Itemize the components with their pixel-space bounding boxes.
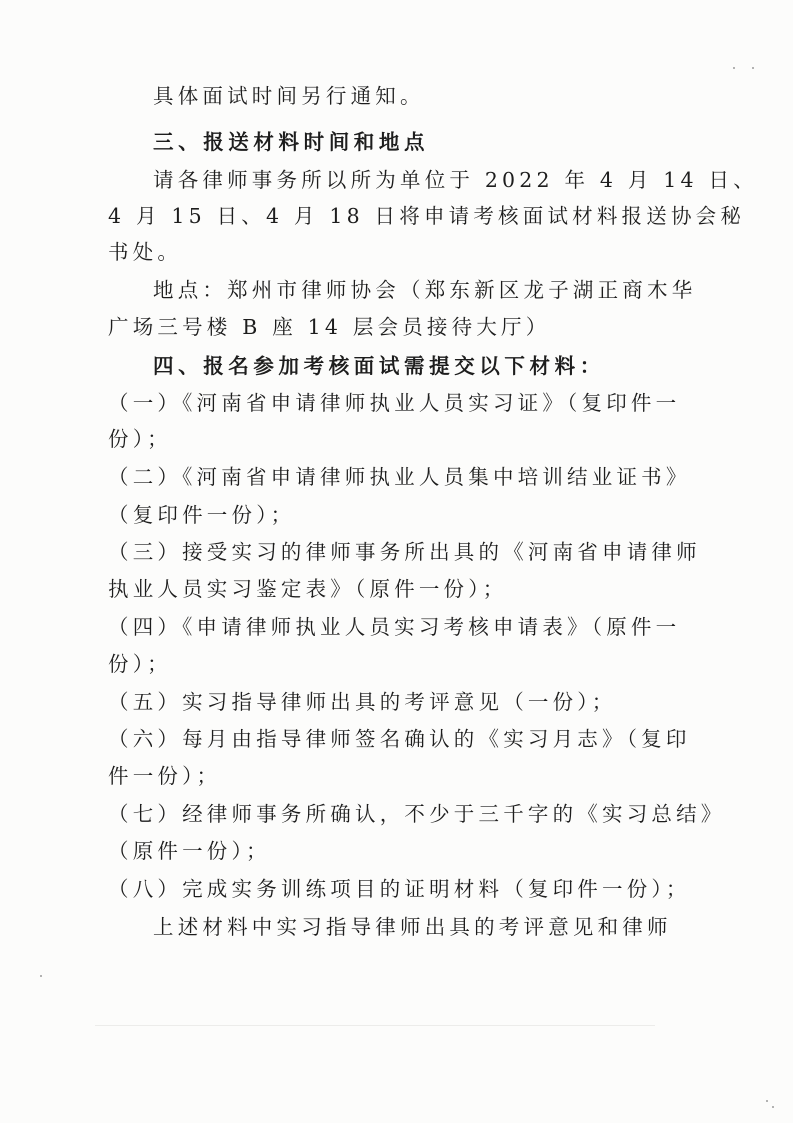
item-2-line-2: （复印件一份）； xyxy=(108,503,296,527)
item-1-line-2: 份）； xyxy=(108,427,172,451)
item-6-line-1: （六）每月由指导律师签名确认的《实习月志》（复印 xyxy=(108,727,691,751)
paragraph-submission-time-line-2: 4 月 15 日、4 月 18 日将申请考核面试材料报送协会秘 xyxy=(108,204,746,228)
paragraph-summary-start: 上述材料中实习指导律师出具的考评意见和律师 xyxy=(153,915,672,939)
item-2-line-1: （二）《河南省申请律师执业人员集中培训结业证书》 xyxy=(108,465,691,489)
item-8: （八）完成实务训练项目的证明材料（复印件一份）； xyxy=(108,877,691,901)
scan-speck xyxy=(733,67,735,69)
item-7-line-2: （原件一份）； xyxy=(108,839,271,863)
scan-speck xyxy=(40,975,42,977)
item-6-line-2: 件一份）； xyxy=(108,764,222,788)
item-7-line-1: （七）经律师事务所确认，不少于三千字的《实习总结》 xyxy=(108,802,726,826)
section-heading-4: 四、报名参加考核面试需提交以下材料： xyxy=(153,354,605,378)
scan-speck xyxy=(772,1106,774,1108)
item-1-line-1: （一）《河南省申请律师执业人员实习证》（复印件一 xyxy=(108,391,681,415)
scan-speck xyxy=(752,67,754,69)
paragraph-interview-notice: 具体面试时间另行通知。 xyxy=(153,84,425,108)
item-3-line-1: （三）接受实习的律师事务所出具的《河南省申请律师 xyxy=(108,540,701,564)
item-5: （五）实习指导律师出具的考评意见（一份）； xyxy=(108,690,617,714)
item-3-line-2: 执业人员实习鉴定表》（原件一份）； xyxy=(108,577,508,601)
paragraph-submission-time-line-3: 书处。 xyxy=(108,240,183,264)
paragraph-location-line-1: 地点：郑州市律师协会（郑东新区龙子湖正商木华 xyxy=(153,278,697,302)
scan-shadow-line xyxy=(95,1025,655,1026)
item-4-line-2: 份）； xyxy=(108,652,172,676)
scan-speck xyxy=(766,1100,768,1102)
section-heading-3: 三、报送材料时间和地点 xyxy=(153,130,430,154)
paragraph-submission-time-line-1: 请各律师事务所以所为单位于 2022 年 4 月 14 日、 xyxy=(153,168,758,192)
paragraph-location-line-2: 广场三号楼 B 座 14 层会员接待大厅） xyxy=(108,315,551,339)
item-4-line-1: （四）《申请律师执业人员实习考核申请表》（原件一 xyxy=(108,615,681,639)
